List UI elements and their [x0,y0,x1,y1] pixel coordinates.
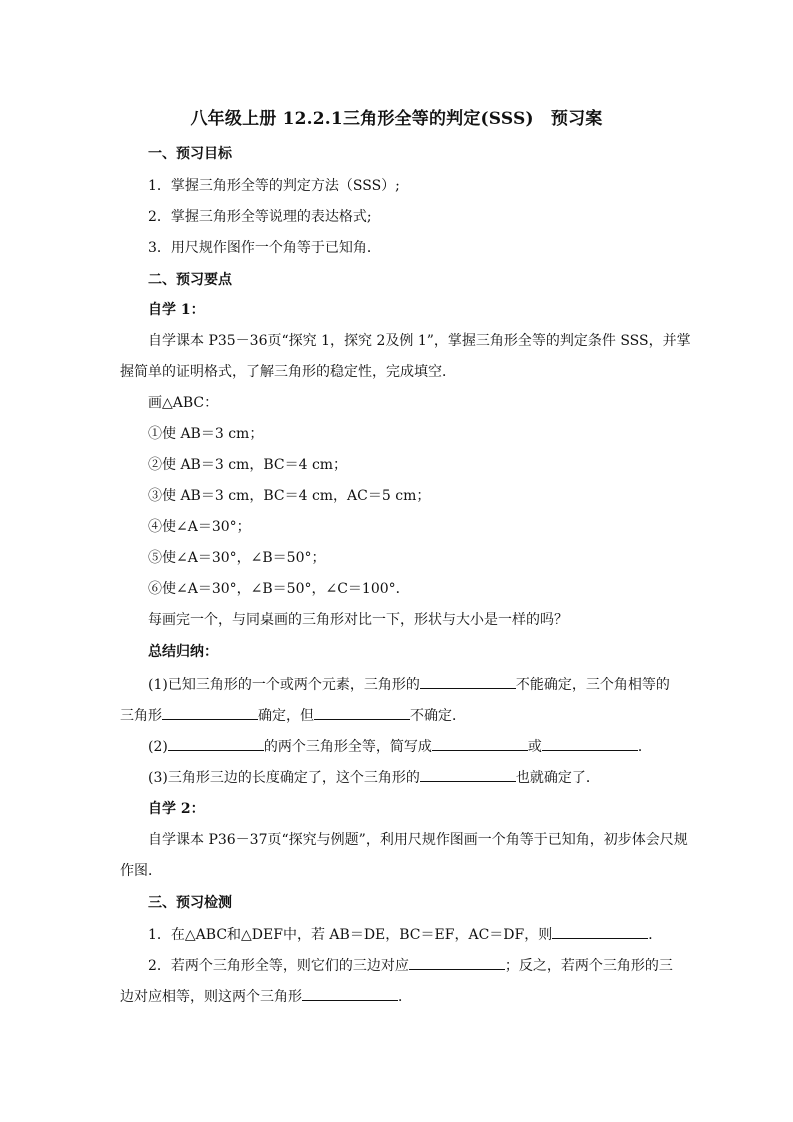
summary-line-1: (1)已知三角形的一个或两个元素，三角形的 不能确定，三个角相等的 [148,674,670,695]
step-4: ④使∠A＝30°； [148,519,251,535]
blank-3[interactable] [314,705,410,720]
check-question-2-cont: 边对应相等，则这两个三角形 ． [120,986,412,1007]
step-5: ⑤使∠A＝30°，∠B＝50°； [148,550,326,566]
compare-question: 每画完一个，与同桌画的三角形对比一下，形状与大小是一样的吗？ [148,612,568,628]
step-2: ②使 AB＝3 cm，BC＝4 cm； [148,457,348,473]
self-study-1-label: 自学 1： [148,302,205,318]
blank-10[interactable] [302,986,398,1001]
check-question-2: 2．若两个三角形全等，则它们的三边对应 ；反之，若两个三角形的三 [148,955,673,976]
blank-1[interactable] [420,674,516,689]
self-study-2-text-b: 作图． [120,863,162,879]
blank-2[interactable] [162,705,258,720]
step-3: ③使 AB＝3 cm，BC＝4 cm，AC＝5 cm； [148,488,431,504]
summary-label: 总结归纳： [148,644,218,660]
goal-item-3: 3．用尺规作图作一个角等于已知角． [148,240,381,256]
blank-8[interactable] [552,924,648,939]
self-study-1-text-a: 自学课本 P35－36页“探究 1，探究 2及例 1”，掌握三角形全等的判定条件 SSS，并掌 [148,333,691,349]
section-heading-check: 三、预习检测 [148,895,232,911]
summary-line-3: (3)三角形三边的长度确定了，这个三角形的 也就确定了． [148,767,600,788]
blank-7[interactable] [420,767,516,782]
blank-4[interactable] [168,736,264,751]
blank-5[interactable] [432,736,528,751]
summary-line-2: (2) 的两个三角形全等，简写成 或 ． [148,736,652,757]
draw-triangle-label: 画△ABC： [148,395,219,411]
section-heading-points: 二、预习要点 [148,272,232,288]
goal-item-2: 2．掌握三角形全等说理的表达格式; [148,209,372,225]
self-study-1-text-b: 握简单的证明格式，了解三角形的稳定性，完成填空． [120,364,456,380]
goal-item-1: 1．掌握三角形全等的判定方法（SSS）; [148,178,400,194]
summary-line-1-cont: 三角形 确定，但 不确定． [120,705,466,726]
blank-9[interactable] [409,955,505,970]
self-study-2-label: 自学 2： [148,801,205,817]
page-title: 八年级上册 12.2.1三角形全等的判定(SSS) 预习案 [190,109,603,129]
check-question-1: 1．在△ABC和△DEF中，若 AB＝DE，BC＝EF，AC＝DF，则 ． [148,924,662,945]
blank-6[interactable] [542,736,638,751]
self-study-2-text-a: 自学课本 P36－37页“探究与例题”，利用尺规作图画一个角等于已知角，初步体会尺规 [148,832,688,848]
step-1: ①使 AB＝3 cm； [148,426,264,442]
section-heading-goals: 一、预习目标 [148,146,232,162]
step-6: ⑥使∠A＝30°，∠B＝50°，∠C＝100°． [148,581,410,597]
